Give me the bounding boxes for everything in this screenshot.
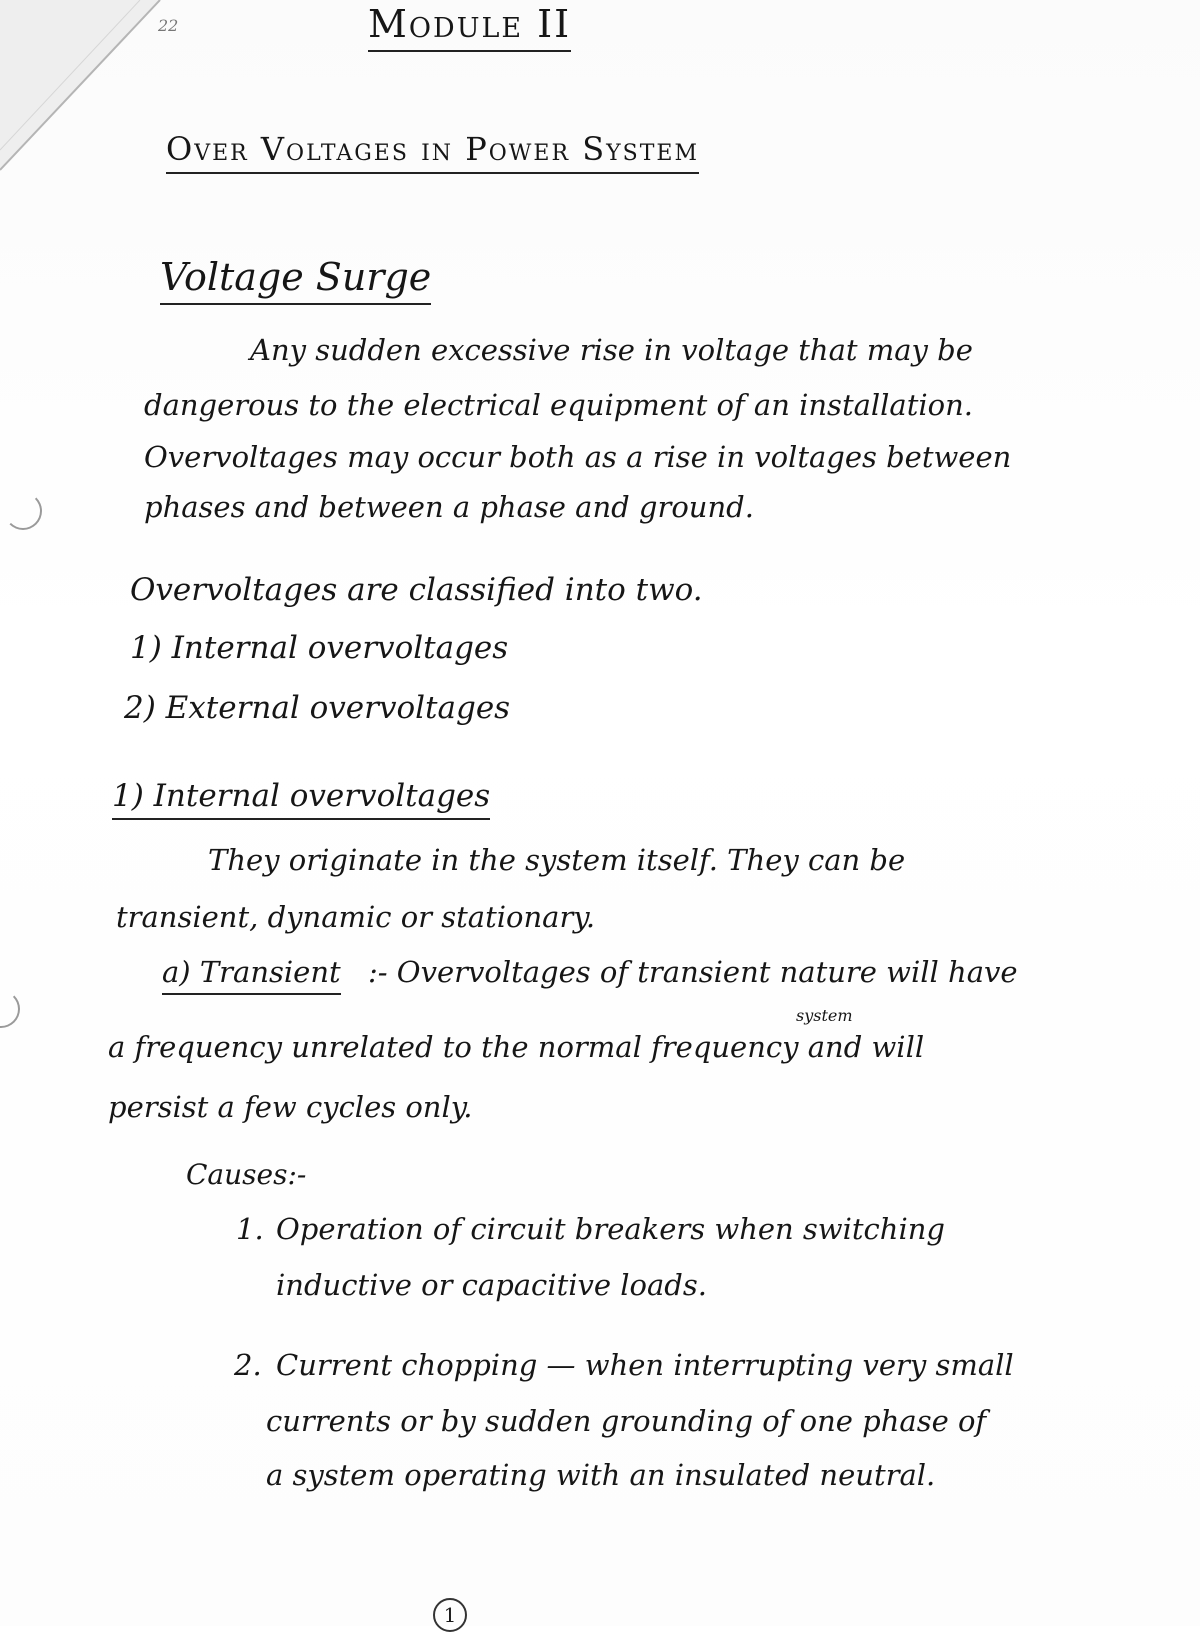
transient-line-2: a frequency unrelated to the normal frequency and will xyxy=(108,1030,925,1064)
transient-line-3: persist a few cycles only. xyxy=(108,1090,473,1124)
classification-intro: Overvoltages are classified into two. xyxy=(130,572,703,608)
internal-line-1: They originate in the system itself. They can be xyxy=(208,843,906,877)
cause-2-number: 2. xyxy=(234,1348,262,1382)
punch-hole-middle xyxy=(0,990,20,1028)
transient-label: a) Transient xyxy=(162,955,341,995)
chapter-title: Over Voltages in Power System xyxy=(166,130,699,174)
voltage-surge-line-4: phases and between a phase and ground. xyxy=(144,490,754,524)
corner-number: 22 xyxy=(158,16,179,35)
cause-2-line-2: currents or by sudden grounding of one phase of xyxy=(266,1404,987,1438)
voltage-surge-line-2: dangerous to the electrical equipment of an installation. xyxy=(144,388,974,422)
causes-label: Causes:- xyxy=(186,1158,307,1191)
voltage-surge-line-3: Overvoltages may occur both as a rise in voltages between xyxy=(144,440,1012,474)
voltage-surge-heading: Voltage Surge xyxy=(160,255,431,305)
internal-line-2: transient, dynamic or stationary. xyxy=(116,900,596,934)
cause-1-line-1: Operation of circuit breakers when switching xyxy=(276,1212,945,1246)
classification-item-1: 1) Internal overvoltages xyxy=(130,630,509,666)
cause-1-line-2: inductive or capacitive loads. xyxy=(276,1268,707,1302)
page-number: 1 xyxy=(433,1598,467,1632)
punch-hole-top xyxy=(4,492,42,530)
classification-item-2: 2) External overvoltages xyxy=(124,690,511,726)
cause-2-line-3: a system operating with an insulated neutral. xyxy=(266,1458,936,1492)
cause-2-line-1: Current chopping — when interrupting very small xyxy=(276,1348,1014,1382)
cause-1-number: 1. xyxy=(236,1212,264,1246)
module-title: Module II xyxy=(368,2,571,52)
internal-heading: 1) Internal overvoltages xyxy=(112,778,490,820)
transient-line-1: :- Overvoltages of transient nature will have xyxy=(368,955,1018,989)
insert-word-system: system xyxy=(796,1006,853,1025)
voltage-surge-line-1: Any sudden excessive rise in voltage that may be xyxy=(250,333,973,367)
